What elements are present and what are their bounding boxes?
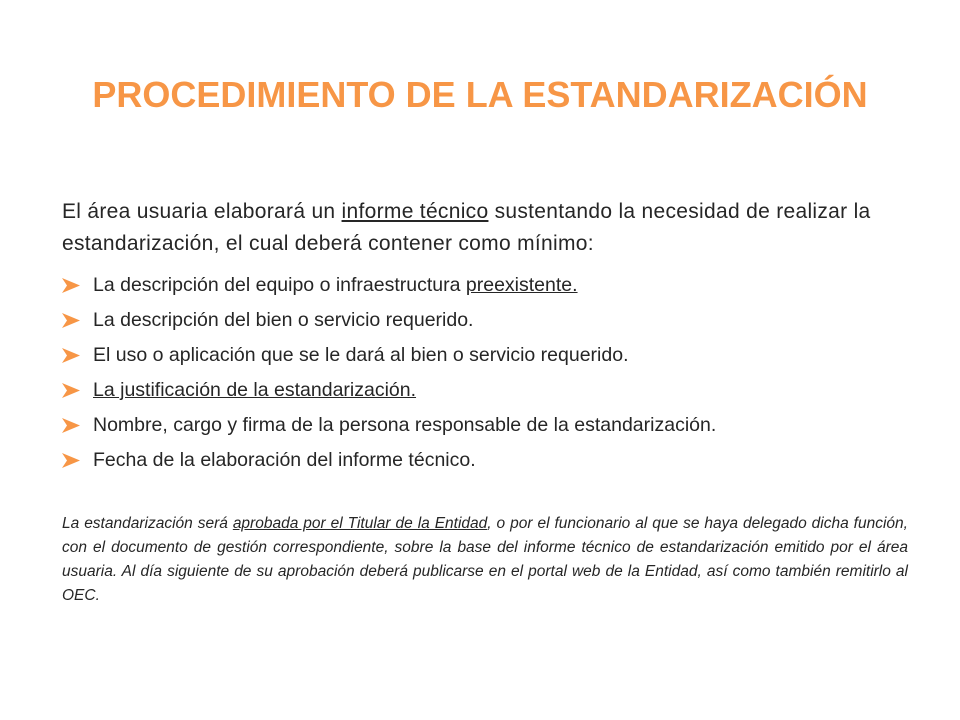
requirements-list	[62, 270, 922, 480]
list-item-text: El uso o aplicación que se le dará al bien o servicio requerido.	[93, 344, 629, 366]
closing-text-start: La estandarización será	[62, 515, 233, 532]
arrow-right-icon	[62, 383, 80, 398]
slide-title: PROCEDIMIENTO DE LA ESTANDARIZACIÓN	[92, 74, 868, 115]
closing-underlined-phrase: aprobada por el Titular de la Entidad	[232, 515, 488, 532]
arrow-right-icon	[62, 348, 80, 363]
list-item	[62, 410, 922, 445]
list-item-text: La descripción del equipo o infraestructura	[93, 274, 466, 296]
list-item	[62, 445, 922, 480]
arrow-right-icon	[62, 418, 80, 433]
closing-text-end: , o por el funcionario al que se haya delegado dicha función, con el documento de gestión correspondiente, sobre la base del informe técnico de estandarización emitido por el área usuaria. Al día siguiente de su aprobación deberá publicarse en el portal web de la Entidad, así como también remitirlo al OEC.	[62, 515, 908, 604]
list-item-underlined: La justificación de la estandarización.	[93, 379, 417, 401]
intro-text-end: sustentando la necesidad de realizar la estandarización, el cual deberá contener como mínimo:	[62, 200, 871, 255]
intro-paragraph	[62, 196, 908, 260]
closing-paragraph	[62, 512, 908, 608]
intro-text-start: El área usuaria elaborará un	[62, 200, 342, 223]
list-item	[62, 340, 922, 375]
list-item	[62, 375, 922, 410]
list-item-text: Fecha de la elaboración del informe técnico.	[93, 449, 476, 471]
list-item-text: La descripción del bien o servicio requerido.	[93, 309, 474, 331]
arrow-right-icon	[62, 453, 80, 468]
list-item	[62, 305, 922, 340]
arrow-right-icon	[62, 278, 80, 293]
intro-underlined-term: informe técnico	[341, 200, 489, 223]
arrow-right-icon	[62, 313, 80, 328]
list-item-underlined: preexistente.	[465, 274, 578, 296]
list-item	[62, 270, 922, 305]
list-item-text: Nombre, cargo y firma de la persona responsable de la estandarización.	[93, 414, 717, 436]
